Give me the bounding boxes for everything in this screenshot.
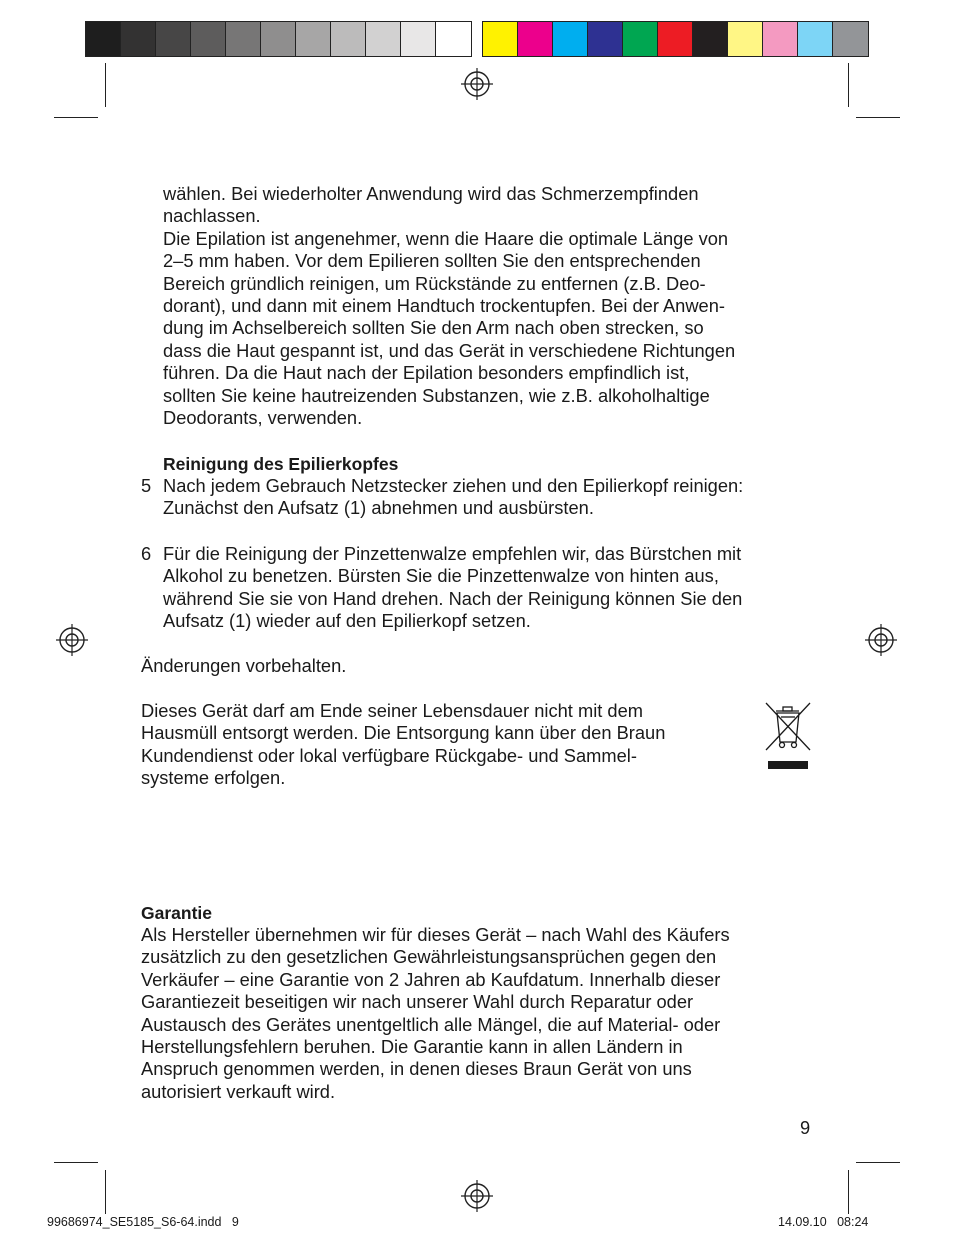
registration-mark-icon	[56, 624, 88, 656]
slug-date: 14.09.10 08:24	[778, 1215, 869, 1229]
color-swatch	[798, 22, 833, 56]
slug-filename: 99686974_SE5185_S6-64.indd 9	[47, 1215, 239, 1229]
color-swatch	[296, 22, 331, 56]
text-line: Verkäufer – eine Garantie von 2 Jahren ab Kaufdatum. Innerhalb dieser	[141, 968, 721, 990]
text-line: während Sie sie von Hand drehen. Nach der Reinigung können Sie den	[163, 587, 743, 609]
text-line: Zunächst den Aufsatz (1) abnehmen und ausbürsten.	[163, 497, 594, 519]
color-swatch	[366, 22, 401, 56]
crossed-out-wheelie-bin-icon	[762, 700, 814, 772]
step-number: 6	[141, 543, 152, 564]
text-line: zusätzlich zu den gesetzlichen Gewährleistungsansprüchen gegen den	[141, 946, 717, 968]
text-line: Änderungen vorbehalten.	[141, 655, 347, 676]
text-line: Herstellungsfehlern beruhen. Die Garantie kann in allen Ländern in	[141, 1036, 683, 1058]
color-swatch	[191, 22, 226, 56]
text-line: 2–5 mm haben. Vor dem Epilieren sollten Sie den entsprechenden	[163, 250, 701, 272]
color-swatch	[261, 22, 296, 56]
cleaning-heading: Reinigung des Epilierkopfes	[163, 454, 399, 474]
crop-mark	[105, 1170, 106, 1214]
color-swatch	[728, 22, 763, 56]
warranty-heading: Garantie	[141, 903, 212, 923]
step-number: 5	[141, 475, 152, 496]
changes-note	[141, 655, 346, 677]
text-line: dass die Haut gespannt ist, und das Gerät in verschiedene Richtungen	[163, 339, 736, 361]
text-line: Für die Reinigung der Pinzettenwalze empfehlen wir, das Bürstchen mit	[163, 543, 742, 564]
text-line: Dieses Gerät darf am Ende seiner Lebensdauer nicht mit dem	[141, 700, 643, 721]
color-swatch	[518, 22, 553, 56]
color-swatch	[86, 22, 121, 56]
color-swatch	[436, 22, 471, 56]
text-line: führen. Da die Haut nach der Epilation besonders empfindlich ist,	[163, 362, 690, 384]
color-swatch	[693, 22, 728, 56]
gray-color-bar	[85, 21, 472, 57]
crop-mark	[856, 117, 900, 118]
text-line: Bereich gründlich reinigen, um Rückstände zu entfernen (z.B. Deo-	[163, 272, 706, 294]
color-swatch	[588, 22, 623, 56]
text-line: Anspruch genommen werden, in denen dieses Braun Gerät von uns	[141, 1058, 692, 1080]
text-line: dorant), und dann mit einem Handtuch trockentupfen. Bei der Anwen-	[163, 295, 725, 317]
disposal-paragraph	[141, 700, 665, 790]
color-swatch	[156, 22, 191, 56]
text-line: Nach jedem Gebrauch Netzstecker ziehen und den Epilierkopf reinigen:	[163, 475, 744, 496]
color-swatch	[483, 22, 518, 56]
text-line: Hausmüll entsorgt werden. Die Entsorgung kann über den Braun	[141, 722, 666, 744]
text-line: autorisiert verkauft wird.	[141, 1080, 336, 1102]
text-line: Als Hersteller übernehmen wir für dieses Gerät – nach Wahl des Käufers	[141, 924, 730, 945]
color-swatch	[553, 22, 588, 56]
color-swatch	[658, 22, 693, 56]
crop-mark	[105, 63, 106, 107]
process-color-bar	[482, 21, 869, 57]
crop-mark	[848, 63, 849, 107]
intro-paragraph	[163, 183, 735, 429]
text-line: nachlassen.	[163, 205, 261, 227]
crop-mark	[856, 1162, 900, 1163]
registration-mark-icon	[865, 624, 897, 656]
color-swatch	[401, 22, 436, 56]
color-swatch	[623, 22, 658, 56]
color-swatch	[226, 22, 261, 56]
text-line: Aufsatz (1) wieder auf den Epilierkopf setzen.	[163, 610, 531, 632]
color-swatch	[121, 22, 156, 56]
crop-mark	[54, 117, 98, 118]
step-6-text	[163, 543, 742, 633]
text-line: Die Epilation ist angenehmer, wenn die Haare die optimale Länge von	[163, 227, 729, 249]
text-line: dung im Achselbereich sollten Sie den Arm nach oben strecken, so	[163, 317, 704, 339]
text-line: systeme erfolgen.	[141, 767, 286, 789]
text-line: Alkohol zu benetzen. Bürsten Sie die Pinzettenwalze von hinten aus,	[163, 565, 719, 587]
text-line: wählen. Bei wiederholter Anwendung wird das Schmerzempfinden	[163, 183, 699, 204]
warranty-paragraph	[141, 924, 730, 1103]
text-line: Kundendienst oder lokal verfügbare Rückgabe- und Sammel-	[141, 744, 637, 766]
page-number: 9	[800, 1117, 811, 1138]
crop-mark	[848, 1170, 849, 1214]
step-5-text	[163, 475, 743, 520]
text-line: Deodorants, verwenden.	[163, 407, 363, 429]
color-swatch	[763, 22, 798, 56]
text-line: Austausch des Gerätes unentgeltlich alle Mängel, die auf Material- oder	[141, 1013, 721, 1035]
color-swatch	[833, 22, 868, 56]
color-swatch	[331, 22, 366, 56]
registration-mark-icon	[461, 68, 493, 100]
crop-mark	[54, 1162, 98, 1163]
registration-mark-icon	[461, 1180, 493, 1212]
text-line: sollten Sie keine hautreizenden Substanzen, wie z.B. alkoholhaltige	[163, 384, 710, 406]
text-line: Garantiezeit beseitigen wir nach unserer Wahl durch Reparatur oder	[141, 991, 694, 1013]
